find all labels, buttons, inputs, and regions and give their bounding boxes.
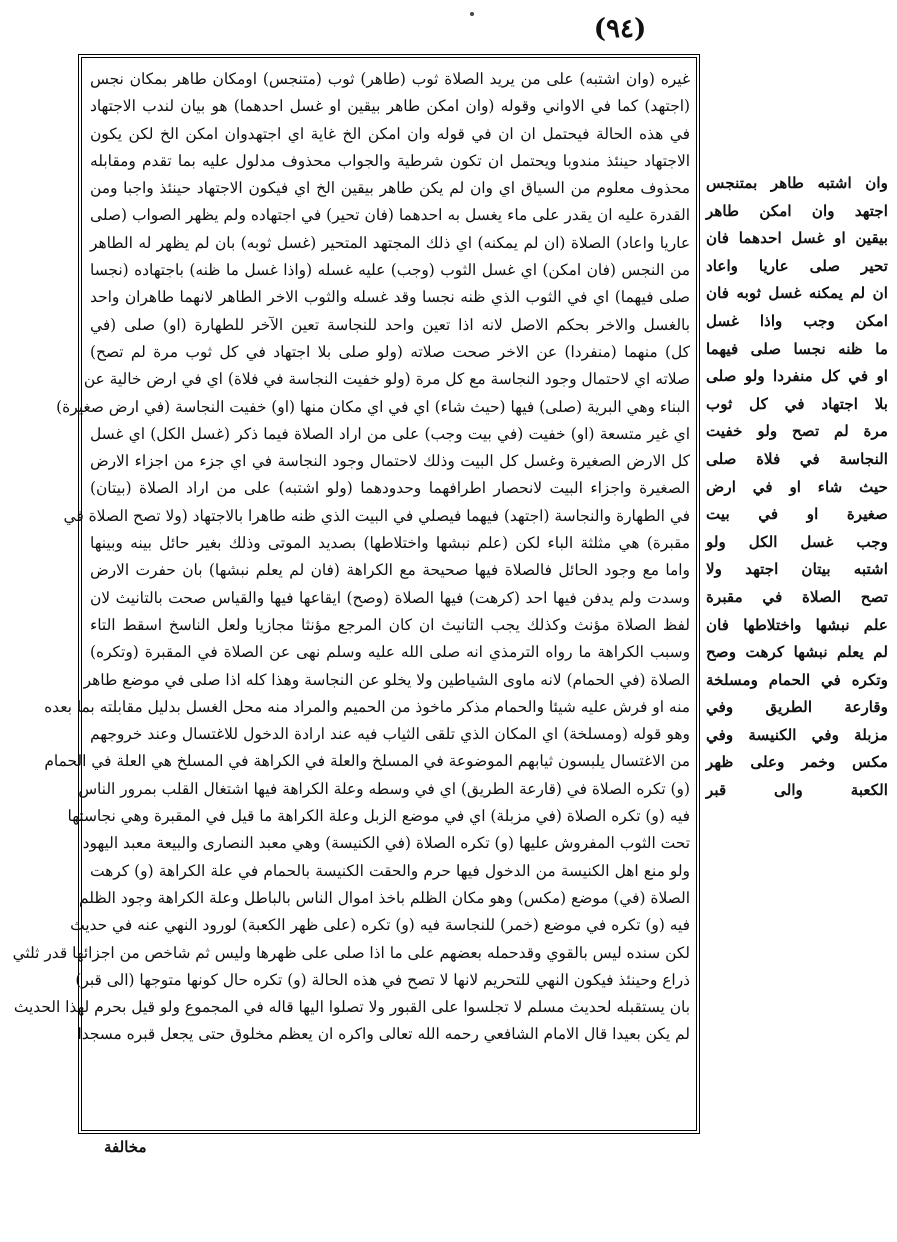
- margin-text-line: امكن وجب واذا غسل: [706, 311, 888, 330]
- main-text-line: عاريا واعاد) الصلاة (ان لم يمكنه) اي ذلك المجتهد المتحير (غسل ثوبه) بان لم يظهر له الطاهر: [90, 233, 690, 252]
- margin-text-line: تحير صلى عاريا واعاد: [706, 256, 888, 275]
- main-text-line: صلاته اي لاحتمال وجود النجاسة مع كل مرة (ولو خفيت النجاسة في فلاة) اي في ارض خالية عن: [83, 370, 690, 389]
- main-text-line: وسدت ولم يدفن فيها احد (كرهت) فيها الصلاة (وصح) ايقاعها فيها والقياس صحت بالتانيث لان: [90, 588, 690, 607]
- main-text-line: ذراع وحينئذ فيكون النهي للتحريم لانها لا تصح في هذه الحالة (و) تكره حال كونها متوجها (الى قبر): [75, 970, 690, 989]
- main-text-line: (اجتهد) كما في الاواني وقوله (وان امكن طاهر بيقين او غسل احدهما) هو بيان لندب الاجتهاد: [90, 97, 690, 116]
- main-text-line: من النجس (فان امكن) اي غسل الثوب (وجب) عليه غسله (واذا غسل ما ظنه) باجتهاده (نجسا: [90, 261, 690, 280]
- main-text-line: بان يستقبله لحديث مسلم لا تجلسوا على القبور ولا تصلوا اليها قاله في المجموع ولو قيل بحرم لهذا الحديث: [13, 998, 690, 1017]
- main-text-line: (و) تكره الصلاة في (قارعة الطريق) اي في وسطه وعلة الكراهة فيها اشتغال القلب بمرور الناس: [78, 779, 690, 798]
- main-text-line: في هذه الحالة فيحتمل ان ان في قوله وان امكن الخ غاية اي اجتهدوان امكن الخ لكن يكون: [90, 124, 690, 143]
- margin-text-line: مزبلة وفي الكنيسة وفي: [706, 725, 888, 744]
- margin-text-line: بيقين او غسل احدهما فان: [706, 229, 888, 248]
- margin-text-line: اشتبه بيتان اجتهد ولا: [706, 560, 888, 579]
- main-text-line: منه او فرش عليه شيئا والحمام مذكر ماخوذ من الحميم والمراد منه محل الغسل بدليل مقابلته بما بعده: [44, 697, 690, 716]
- page-number: (٩٤): [593, 14, 647, 44]
- margin-text-line: اجتهد وان امكن طاهر: [706, 201, 888, 220]
- main-text-line: لكن سنده ليس بالقوي وقدحمله بعضهم على ما اذا صلى على ظهرها وليس ثم شاخص من اجزائها قدر ثلثي: [12, 943, 690, 962]
- main-text-line: ولو منع اهل الكنيسة من الدخول فيها حرم والحقت الكنيسة بالحمام في علة الكراهة (و) كرهت: [90, 861, 690, 880]
- main-text-line: لفظ الصلاة مؤنث وكذلك يجب التانيث ان كان المرجع مؤنثا مجازيا ولعل الناسخ اسقط التاء: [90, 615, 690, 634]
- main-text-line: اي غير متسعة (او) خفيت (في بيت وجب) على من اراد الصلاة فيما ذكر (غسل الكل) اي غسل: [90, 424, 690, 443]
- main-text-line: وهو قوله (ومسلخة) اي المكان الذي تلقى الثياب فيه عند ارادة الدخول للاغتسال وعند خروجهم: [90, 725, 690, 744]
- margin-text-line: صغيرة او في بيت: [706, 505, 888, 524]
- margin-text-line: حيث شاء او في ارض: [706, 477, 888, 496]
- main-text-line: الاجتهاد حينئذ مندوبا ويحتمل ان تكون شرطية والجواب محذوف مدلول عليه بما تقدم ومقابله: [90, 151, 690, 170]
- margin-text-line: النجاسة في فلاة صلى: [706, 449, 888, 468]
- margin-text-line: وقارعة الطريق وفي: [706, 698, 888, 717]
- main-text-line: الصغيرة واجزاء البيت لانحصار اطرافهما وحدودهما (ولو اشتبه) على من اراد الصلاة (بيتان): [90, 479, 690, 498]
- margin-text-line: الكعبة والى قبر: [706, 781, 888, 800]
- main-text-line: تحت الثوب المفروش عليها (و) تكره الصلاة (في الكنيسة) وهي معبد النصارى والبيعة معبد اليهود: [82, 834, 690, 853]
- main-text-line: كل الارض الصغيرة وغسل كل البيت وذلك لاحتمال وجود النجاسة في اي جزء من اجزاء الارض: [90, 452, 690, 471]
- ink-speck: [470, 12, 474, 16]
- margin-text-line: علم نبشها واختلاطها فان: [706, 615, 888, 634]
- main-text-line: بالغسل والاخر بحكم الاصل لانه اذا تعين واحد للنجاسة تعين الآخر للطهارة (او) صلى (في: [90, 315, 690, 334]
- catchword: مخالفة: [104, 1138, 147, 1156]
- main-text-line: لم يكن بعيدا قال الامام الشافعي رحمه الله تعالى واكره ان يعظم مخلوق حتى يجعل قبره مسجدا: [77, 1025, 690, 1044]
- main-text-line: مقبرة) هي مثلثة الباء لكن (علم نبشها واختلاطها) بصديد الموتى وذلك بغير حائل بينه وبينها: [90, 534, 690, 553]
- main-text-block: [12, 66, 690, 1128]
- margin-text-line: وان اشتبه طاهر بمتنجس: [706, 174, 888, 192]
- main-text-line: صلى فيهما) اي في الثوب الذي ظنه نجسا وقد غسله والثوب الاخر الطاهر لانهما طاهران واحد: [90, 288, 690, 307]
- margin-matn-text: [706, 170, 888, 890]
- margin-text-line: لم يعلم نبشها كرهت وصح: [706, 643, 888, 662]
- main-text-line: البناء وهي البرية (صلى) فيها (حيث شاء) اي في اي مكان منها (او) خفيت النجاسة (في ارض صغيرة): [56, 397, 690, 416]
- main-text-line: في الطهارة والنجاسة (اجتهد) فيهما فيصلي في البيت الذي ظنه طاهرا بالاجتهاد (ولا تصح الصلاة في: [63, 506, 690, 525]
- main-text-line: محذوف معلوم من السياق اي وان لم يكن طاهر بيقين الخ اي فيكون الاجتهاد حينئذ واجبا ومن: [90, 179, 690, 198]
- margin-text-line: وجب غسل الكل ولو: [706, 532, 888, 551]
- margin-text-line: مكس وخمر وعلى ظهر: [706, 753, 888, 772]
- margin-text-line: او في كل منفردا ولو صلى: [706, 367, 888, 386]
- main-text-line: فيه (و) تكره الصلاة (في مزبلة) اي في موضع الزبل وعلة الكراهة ما قيل في المقبرة وهي نجاستها: [67, 807, 690, 826]
- margin-text-line: ما ظنه نجسا صلى فيهما: [706, 339, 888, 358]
- margin-text-line: تصح الصلاة في مقبرة: [706, 587, 888, 606]
- main-text-line: الصلاة (في الحمام) لانه ماوى الشياطين ولا يخلو عن النجاسة وهذا كله اذا صلى في موضع طاهر: [83, 670, 690, 689]
- main-text-line: الصلاة (في) موضع (مكس) وهو مكان الظلم باخذ اموال الناس بالباطل وعلة الكراهة وجود الظلم: [79, 888, 690, 907]
- main-text-line: من الاغتسال يلبسون ثيابهم الموضوعة في المسلخ والعلة في الكراهة في المسلخ هي العلة في الحمام: [44, 752, 690, 771]
- main-text-line: وسبب الكراهة ما رواه الترمذي انه صلى الله عليه وسلم نهى عن الصلاة في المقبرة (وتكره): [90, 643, 690, 662]
- margin-text-line: ان لم يمكنه غسل ثوبه فان: [706, 284, 888, 303]
- margin-text-line: وتكره في الحمام ومسلخة: [706, 670, 888, 689]
- margin-text-line: مرة لم تصح ولو خفيت: [706, 422, 888, 441]
- main-text-line: كل) منهما (منفردا) عن الاخر صحت صلاته (ولو صلى بلا اجتهاد في كل ثوب مرة لم تصح): [90, 342, 690, 361]
- main-text-line: القدرة عليه ان يقدر على ماء يغسل به احدهما (فان تحير) في اجتهاده ولم يظهر الصواب (صلى: [90, 206, 690, 225]
- margin-text-line: بلا اجتهاد في كل ثوب: [706, 394, 888, 413]
- main-text-line: فيه (و) تكره في موضع (خمر) للنجاسة فيه (و) تكره (على ظهر الكعبة) لورود النهي عنه في حديث: [70, 916, 690, 935]
- main-text-line: غيره (وان اشتبه) على من يريد الصلاة ثوب (طاهر) ثوب (متنجس) اومكان طاهر بمكان نجس: [90, 70, 690, 88]
- main-text-line: واما مع وجود الحائل فالصلاة فيها صحيحة مع الكراهة (فان لم يعلم نبشها) بان حفرت الارض: [90, 561, 690, 580]
